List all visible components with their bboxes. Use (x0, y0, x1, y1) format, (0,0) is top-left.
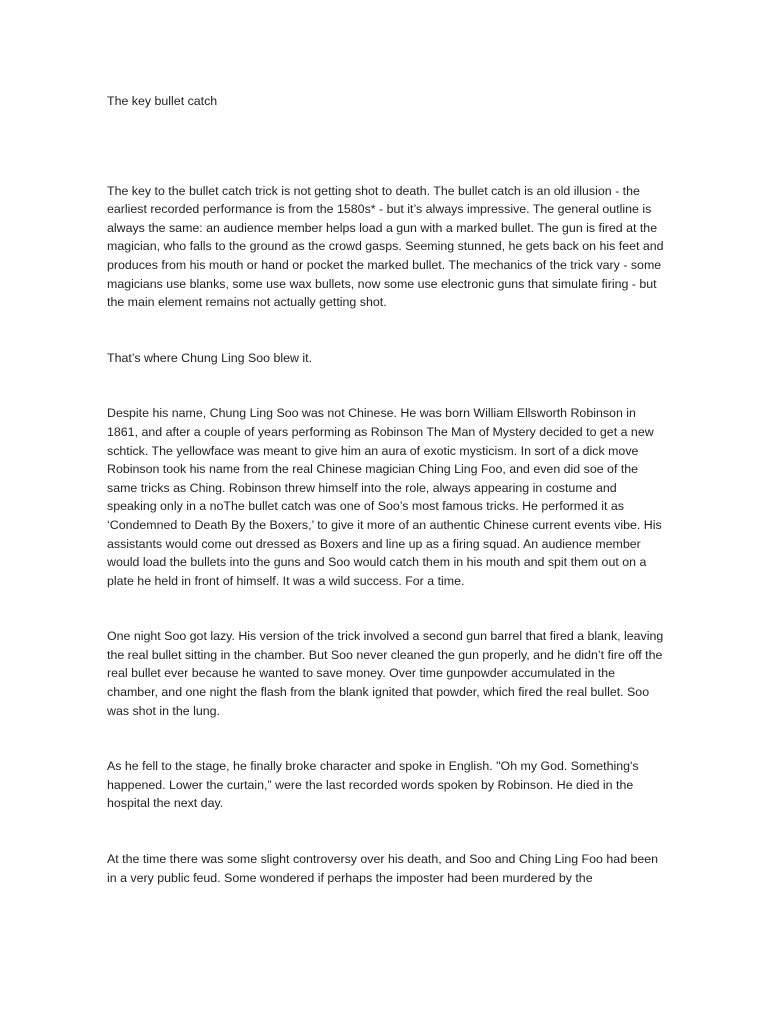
document-title: The key bullet catch (107, 94, 218, 108)
paragraph-background: Despite his name, Chung Ling Soo was not Chinese. He was born William Ellsworth Robinson in 1861, and after a couple of years performing as Robinson The Man of Mystery decided to get a new schtick. The yellowface was meant to give him an aura of exotic mysticism. In sort of a dick move Robinson took his name from the real Chinese magician Ching Ling Foo, and even did soe of the same tricks as Ching. Robinson threw himself into the role, always appearing in costume and speaking only in a noThe bullet catch was one of Soo’s most famous tricks. He performed it as ‘Condemned to Death By the Boxers,’ to give it more of an authentic Chinese current events vibe. His assistants would come out dressed as Boxers and line up as a firing squad. An audience member would load the bullets into the guns and Soo would catch them in his mouth and spit them out on a plate he held in front of himself. It was a wild success. For a time. (107, 406, 662, 588)
document-body (107, 92, 667, 887)
spacer (107, 367, 667, 404)
paragraph-controversy: At the time there was some slight controversy over his death, and Soo and Ching Ling Foo had been in a very public feud. Some wondered if perhaps the imposter had been murdered by the (107, 852, 659, 885)
spacer (107, 813, 667, 850)
spacer (107, 111, 667, 182)
paragraph-intro: The key to the bullet catch trick is not getting shot to death. The bullet catch is an old illusion - the earliest recorded performance is from the 1580s* - but it’s always impressive. The general outline is always the same: an audience member helps load a gun with a marked bullet. The gun is fired at the magician, who falls to the ground as the crowd gasps. Seeming stunned, he gets back on his feet and produces from his mouth or hand or pocket the marked bullet. The mechanics of the trick vary - some magicians use blanks, some use wax bullets, now some use electronic guns that simulate firing - but the main element remains not actually getting shot. (107, 183, 664, 310)
spacer (107, 590, 667, 627)
spacer (107, 720, 667, 757)
paragraph-last-words: As he fell to the stage, he finally broke character and spoke in English. "Oh my God. Something's happened. Lower the curtain,” were the last recorded words spoken by Robinson. He died in the hospital the next day. (107, 759, 639, 811)
paragraph-accident: One night Soo got lazy. His version of the trick involved a second gun barrel that fired a blank, leaving the real bullet sitting in the chamber. But Soo never cleaned the gun properly, and he didn’t fire off the real bullet ever because he wanted to save money. Over time gunpowder accumulated in the chamber, and one night the flash from the blank ignited that powder, which fired the real bullet. Soo was shot in the lung. (107, 629, 664, 718)
spacer (107, 312, 667, 349)
paragraph-chung-ling-soo: That’s where Chung Ling Soo blew it. (107, 350, 313, 365)
